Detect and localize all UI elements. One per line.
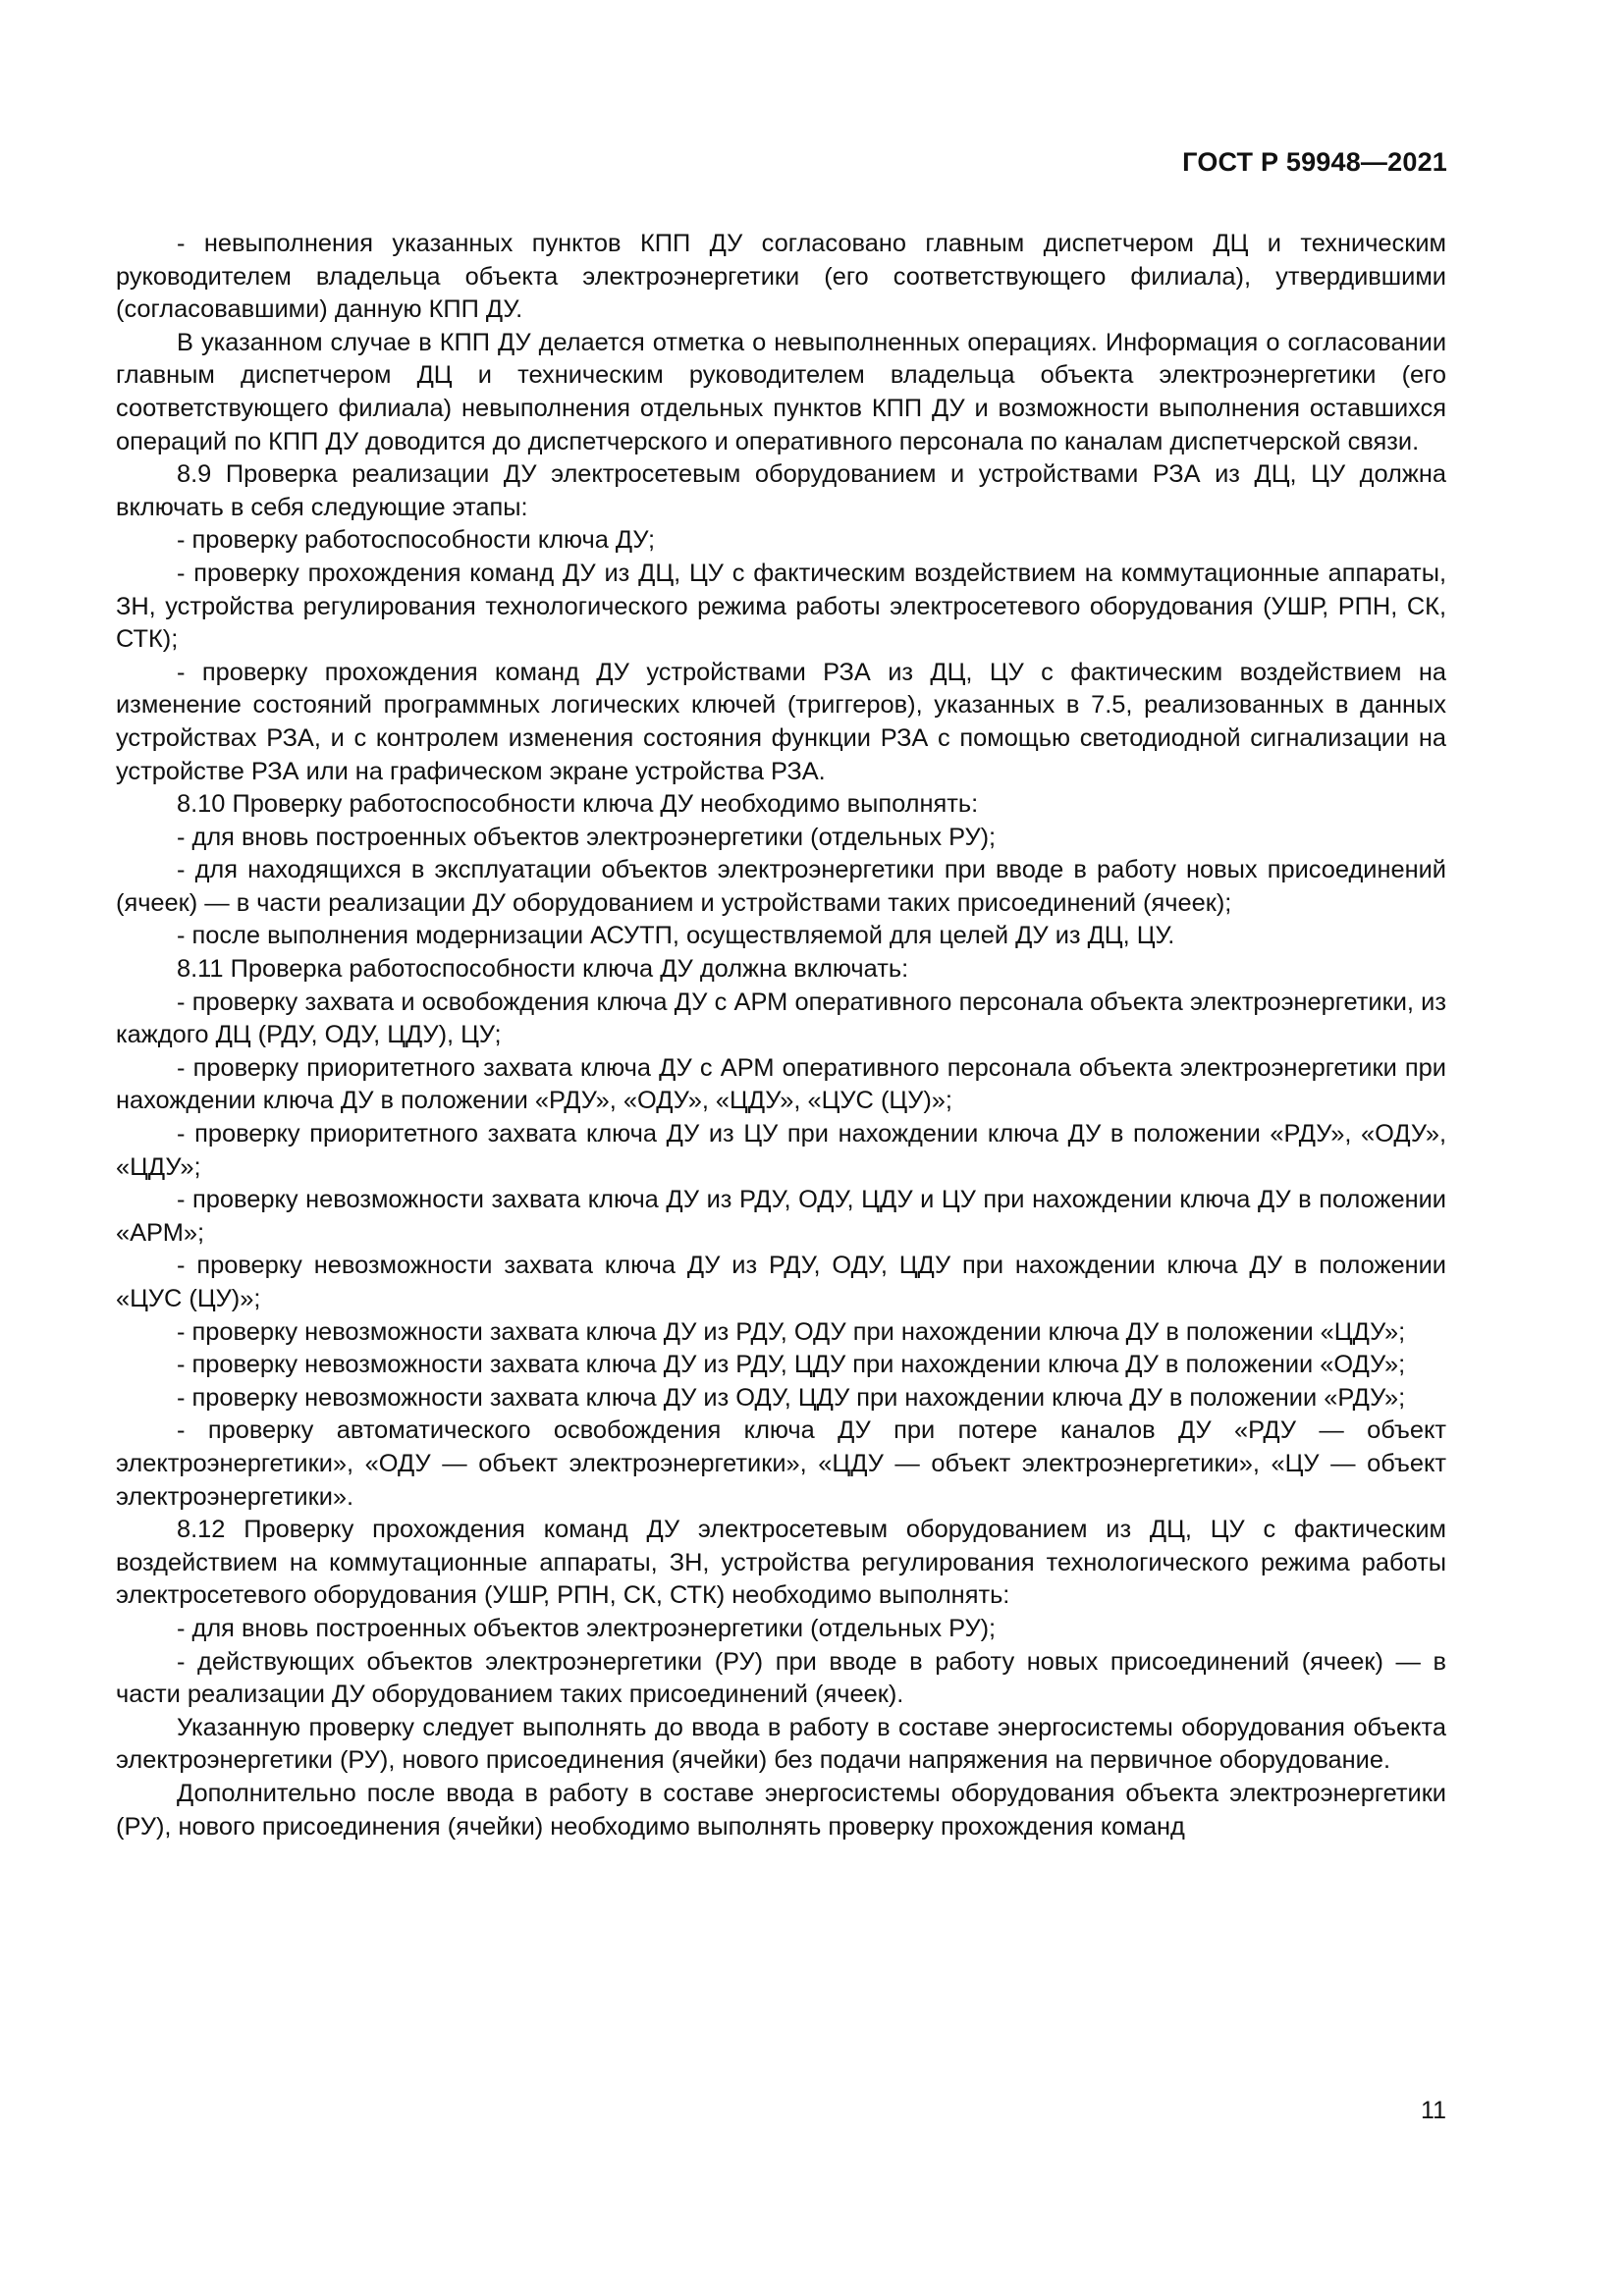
paragraph: - для вновь построенных объектов электроэнергетики (отдельных РУ);	[177, 823, 997, 851]
paragraph: - проверку захвата и освобождения ключа ДУ с АРМ оперативного персонала объекта электроэнергетики, из каждого ДЦ (РДУ, ОДУ, ЦДУ), ЦУ;	[116, 988, 1446, 1049]
paragraph: 8.10 Проверку работоспособности ключа ДУ необходимо выполнять:	[177, 790, 979, 819]
paragraph: - проверку невозможности захвата ключа ДУ из РДУ, ОДУ, ЦДУ при нахождении ключа ДУ в положении «ЦУС (ЦУ)»;	[116, 1252, 1446, 1312]
paragraph: 8.9 Проверка реализации ДУ электросетевым оборудованием и устройствами РЗА из ДЦ, ЦУ должна включать в себя следующие этапы:	[116, 460, 1446, 521]
paragraph: - проверку прохождения команд ДУ устройствами РЗА из ДЦ, ЦУ с фактическим воздействием на изменение состояний программных логических ключей (триггеров), указанных в 7.5, реализованных в данных устройствах РЗА, и с контролем изменения состояния функции РЗА с помощью светодиодной сигнализации на устройстве РЗА или на графическом экране устройства РЗА.	[116, 658, 1446, 785]
paragraph: - проверку приоритетного захвата ключа ДУ из ЦУ при нахождении ключа ДУ в положении «РДУ», «ОДУ», «ЦДУ»;	[116, 1120, 1446, 1181]
paragraph: Указанную проверку следует выполнять до ввода в работу в составе энергосистемы оборудования объекта электроэнергетики (РУ), нового присоединения (ячейки) без подачи напряжения на первичное оборудование.	[116, 1713, 1446, 1775]
paragraph: - для находящихся в эксплуатации объектов электроэнергетики при вводе в работу новых присоединений (ячеек) — в части реализации ДУ оборудованием и устройствами таких присоединений (ячеек);	[116, 856, 1446, 917]
paragraph: - проверку автоматического освобождения ключа ДУ при потере каналов ДУ «РДУ — объект электроэнергетики», «ОДУ — объект электроэнергетики», «ЦДУ — объект электроэнергетики», «ЦУ — объект электроэнергетики».	[116, 1416, 1446, 1511]
paragraph: Дополнительно после ввода в работу в составе энергосистемы оборудования объекта электроэнергетики (РУ), нового присоединения (ячейки) необходимо выполнять проверку прохождения команд	[116, 1779, 1446, 1841]
paragraph: В указанном случае в КПП ДУ делается отметка о невыполненных операциях. Информация о согласовании главным диспетчером ДЦ и техническим руководителем владельца объекта электроэнергетики (его соответствующего филиала) невыполнения отдельных пунктов КПП ДУ и возможности выполнения оставшихся операций по КПП ДУ доводится до диспетчерского и оперативного персонала по каналам диспетчерской связи.	[116, 328, 1446, 455]
paragraph: 8.12 Проверку прохождения команд ДУ электросетевым оборудованием из ДЦ, ЦУ с фактическим воздействием на коммутационные аппараты, ЗН, устройства регулирования технологического режима работы электросетевого оборудования (УШР, РПН, СК, СТК) необходимо выполнять:	[116, 1516, 1446, 1610]
page-number: 11	[1421, 2097, 1446, 2124]
document-code-header: ГОСТ Р 59948—2021	[1182, 147, 1447, 177]
paragraph: - проверку невозможности захвата ключа ДУ из РДУ, ЦДУ при нахождении ключа ДУ в положении «ОДУ»;	[177, 1351, 1406, 1379]
paragraph: - действующих объектов электроэнергетики (РУ) при вводе в работу новых присоединений (ячеек) — в части реализации ДУ оборудованием таких присоединений (ячеек).	[116, 1647, 1446, 1709]
paragraph: - проверку приоритетного захвата ключа ДУ с АРМ оперативного персонала объекта электроэнергетики при нахождении ключа ДУ в положении «РДУ», «ОДУ», «ЦДУ», «ЦУС (ЦУ)»;	[116, 1053, 1446, 1115]
paragraph: - проверку невозможности захвата ключа ДУ из ОДУ, ЦДУ при нахождении ключа ДУ в положении «РДУ»;	[177, 1383, 1406, 1412]
paragraph: 8.11 Проверка работоспособности ключа ДУ должна включать:	[177, 955, 909, 984]
paragraph: - для вновь построенных объектов электроэнергетики (отдельных РУ);	[177, 1614, 997, 1642]
paragraph: - проверку невозможности захвата ключа ДУ из РДУ, ОДУ, ЦДУ и ЦУ при нахождении ключа ДУ в положении «АРМ»;	[116, 1186, 1446, 1247]
paragraph: - невыполнения указанных пунктов КПП ДУ согласовано главным диспетчером ДЦ и техническим руководителем владельца объекта электроэнергетики (его соответствующего филиала), утвердившими (согласовавшими) данную КПП ДУ.	[116, 230, 1446, 324]
document-body	[116, 228, 1446, 1843]
paragraph: - проверку работоспособности ключа ДУ;	[177, 526, 656, 555]
paragraph: - проверку невозможности захвата ключа ДУ из РДУ, ОДУ при нахождении ключа ДУ в положении «ЦДУ»;	[177, 1317, 1406, 1346]
paragraph: - после выполнения модернизации АСУТП, осуществляемой для целей ДУ из ДЦ, ЦУ.	[177, 922, 1175, 950]
paragraph: - проверку прохождения команд ДУ из ДЦ, ЦУ с фактическим воздействием на коммутационные аппараты, ЗН, устройства регулирования технологического режима работы электросетевого оборудования (УШР, РПН, СК, СТК);	[116, 559, 1446, 654]
